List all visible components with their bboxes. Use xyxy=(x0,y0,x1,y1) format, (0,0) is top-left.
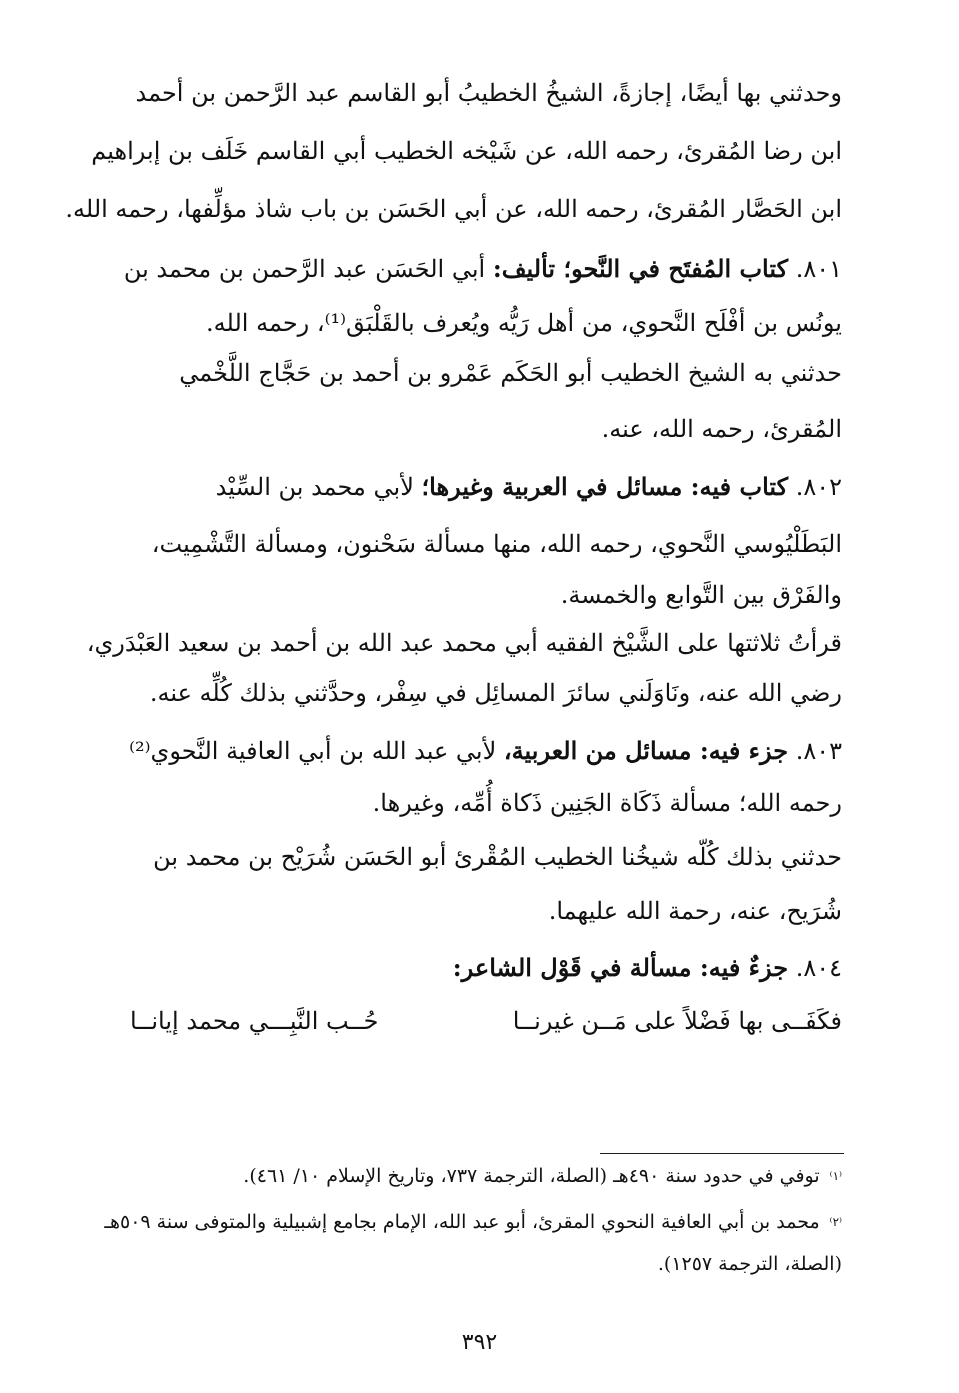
entry-number: ٨٠٣. xyxy=(795,737,842,765)
footnote-mark: ⁽٢⁾ xyxy=(829,1215,842,1229)
entry-title: كتاب فيه: مسائل في العربية وغيرها؛ xyxy=(421,472,789,501)
entry-title: كتاب المُفتَح في النَّحو؛ تأليف: xyxy=(492,254,789,283)
entry-number: ٨٠٤. xyxy=(795,954,842,982)
paragraph-line: والفَرْق بين التَّوابع والخمسة. xyxy=(560,581,842,609)
poetry-verse xyxy=(130,995,842,1047)
entry-text: لأبي محمد بن السِّيْد xyxy=(215,473,422,501)
entry-text: لأبي عبد الله بن أبي العافية النَّحوي⁽²⁾ xyxy=(129,737,504,765)
narration-line: حدثني به الشيخ الخطيب أبو الحَكَم عَمْرو بن أحمد بن حَجَّاج اللَّخْمي xyxy=(179,359,842,387)
footnote-mark: ⁽١⁾ xyxy=(829,1169,842,1183)
footnote-2 xyxy=(104,1203,842,1241)
narration-line: المُقرئ، رحمه الله، عنه. xyxy=(601,415,842,443)
entry-801-heading-line xyxy=(123,243,842,295)
footnote-divider xyxy=(600,1153,844,1154)
narration-line: شُرَيح، عنه، رحمة الله عليهما. xyxy=(548,897,842,925)
paragraph-line: البَطَلْيُوسي النَّحوي، رحمه الله، منها مسألة سَحْنون، ومسألة التَّشْمِيت، xyxy=(151,530,842,558)
paragraph-line: رحمه الله؛ مسألة ذَكَاة الجَنِين ذَكاة أُمِّه، وغيرها. xyxy=(372,789,842,817)
paragraph-line: ابن الحَصَّار المُقرئ، رحمه الله، عن أبي الحَسَن بن باب شاذ مؤلِّفها، رحمه الله. xyxy=(65,195,842,223)
paragraph-line: يونُس بن أفْلَح النَّحوي، من أهل رَيُّه ويُعرف بالقَلْبَق⁽¹⁾، رحمه الله. xyxy=(206,309,842,337)
paragraph-line: وحدثني بها أيضًا، إجازةً، الشيخُ الخطيبُ أبو القاسم عبد الرَّحمن بن أحمد xyxy=(135,79,842,107)
entry-title: جزء فيه: مسائل من العربية، xyxy=(503,736,789,765)
entry-802-heading-line xyxy=(130,461,842,513)
narration-line: رضي الله عنه، ونَاوَلَني سائرَ المسائِل في سِفْر، وحدَّثني بذلك كُلِّه عنه. xyxy=(149,679,842,707)
footnote-text: محمد بن أبي العافية النحوي المقرئ، أبو عبد الله، الإمام بجامع إشبيلية والمتوفى سنة ٥٠٩هـ xyxy=(104,1211,820,1233)
entry-text: أبي الحَسَن عبد الرَّحمن بن محمد بن xyxy=(123,255,493,283)
paragraph-line: ابن رضا المُقرئ، رحمه الله، عن شَيْخه الخطيب أبي القاسم خَلَف بن إبراهيم xyxy=(91,137,842,165)
narration-line: حدثني بذلك كُلّه شيخُنا الخطيب المُقْرئ أبو الحَسَن شُرَيْح بن محمد بن xyxy=(153,843,842,871)
narration-line: قرأتُ ثلاثتها على الشَّيْخ الفقيه أبي محمد عبد الله بن أحمد بن سعيد العَبْدَري، xyxy=(86,629,842,657)
footnote-1 xyxy=(130,1157,842,1195)
verse-first-hemistich: فكَفَــى بها فَضْلاً على مَــن غيرنــا xyxy=(512,1007,842,1035)
entry-title: جزءٌ فيه: مسألة في قَوْل الشاعر: xyxy=(452,953,789,982)
verse-second-hemistich: حُــب النَّبِـــي محمد إيانــا xyxy=(130,1007,379,1035)
footnote-text: توفي في حدود سنة ٤٩٠هـ (الصلة، الترجمة ٧٣٧، وتاريخ الإسلام ١٠/ ٤٦١). xyxy=(243,1165,820,1187)
entry-number: ٨٠١. xyxy=(795,255,842,283)
entry-803-heading-line xyxy=(130,725,842,777)
footnote-2-continuation: (الصلة، الترجمة ١٢٥٧). xyxy=(657,1253,842,1275)
entry-804-heading-line xyxy=(130,942,842,994)
page-number: ٣٩٢ xyxy=(461,1330,498,1355)
entry-number: ٨٠٢. xyxy=(795,473,842,501)
